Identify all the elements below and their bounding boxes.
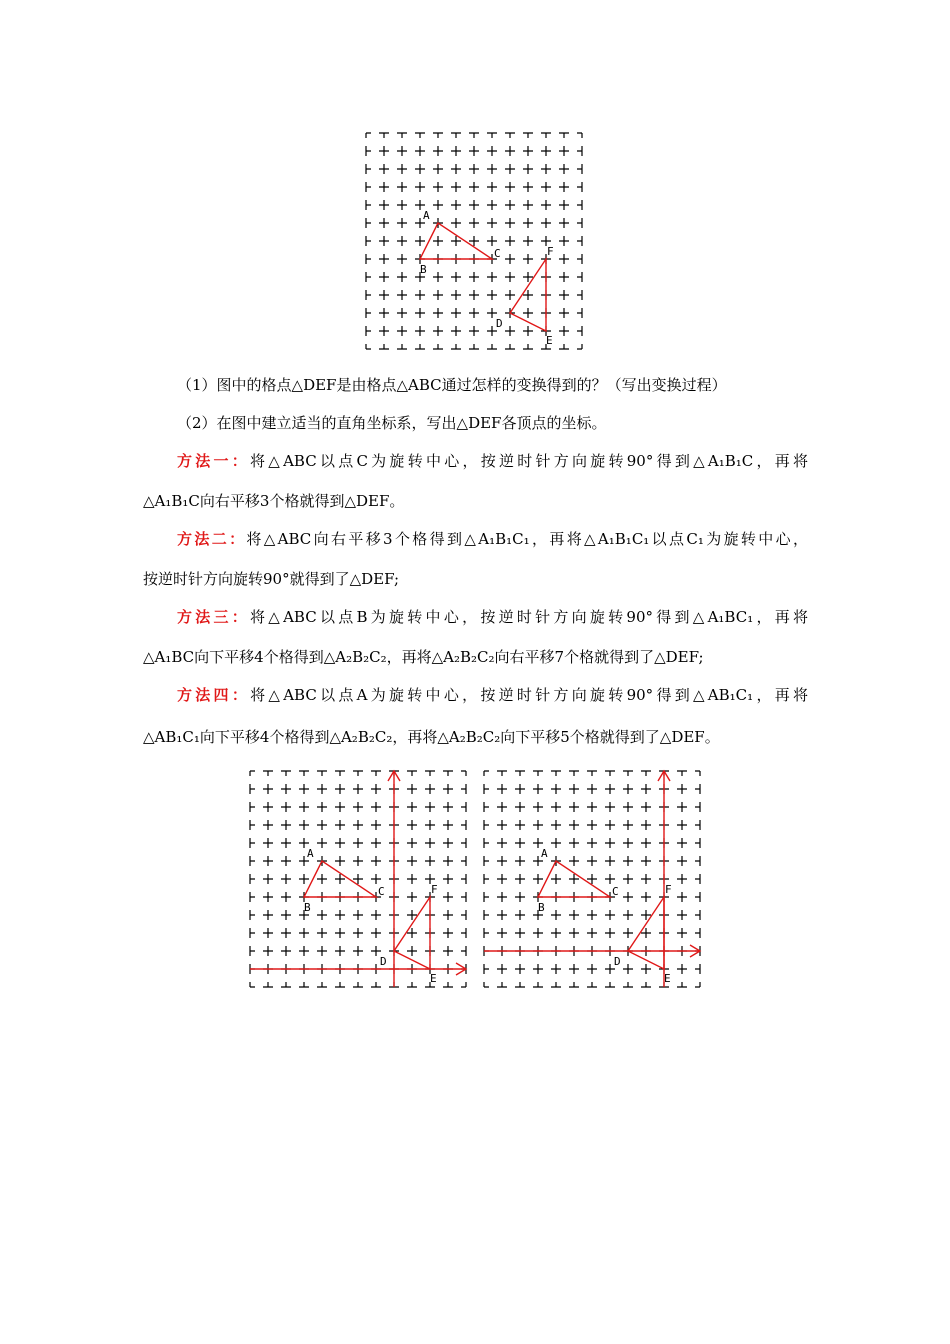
- figure-left: [244, 766, 472, 992]
- question-2: （2）在图中建立适当的直角坐标系，写出△DEF各顶点的坐标。: [177, 414, 607, 432]
- grid: [366, 133, 582, 349]
- figure-top: [358, 128, 590, 354]
- method-2-label: 方法二：: [177, 530, 247, 548]
- method-1-line-2: △A₁B₁C向右平移3个格就得到△DEF。: [143, 492, 405, 510]
- method-2-line-2: 按逆时针方向旋转90°就得到了△DEF;: [143, 570, 400, 588]
- grid-crosses: [250, 771, 466, 987]
- method-2-line-1: [177, 528, 808, 549]
- label-b: B: [538, 901, 545, 914]
- label-a: A: [541, 847, 548, 860]
- label-b: B: [304, 901, 311, 914]
- label-e: E: [664, 972, 671, 985]
- label-f: F: [431, 883, 438, 896]
- method-4-text: 将△ABC以点A为旋转中心，按逆时针方向旋转90°得到△AB₁C₁，再将: [250, 686, 808, 704]
- grid-crosses: [366, 133, 582, 349]
- method-2-text: 将△ABC向右平移3个格得到△A₁B₁C₁，再将△A₁B₁C₁以点C₁为旋转中心，: [246, 530, 808, 548]
- method-4-label: 方法四：: [177, 686, 251, 704]
- method-3-line-1: [177, 606, 808, 627]
- label-a: A: [307, 847, 314, 860]
- label-a: A: [423, 209, 430, 222]
- grid: [484, 771, 700, 987]
- label-c: C: [494, 247, 501, 260]
- label-c: C: [378, 885, 385, 898]
- grid-crosses: [484, 771, 700, 987]
- method-1-line-1: [177, 450, 808, 471]
- label-b: B: [420, 263, 427, 276]
- method-1-text: 将△ABC以点C为旋转中心，按逆时针方向旋转90°得到△A₁B₁C，再将: [250, 452, 808, 470]
- method-4-line-2: △AB₁C₁向下平移4个格得到△A₂B₂C₂，再将△A₂B₂C₂向下平移5个格就得到了△DEF。: [143, 728, 720, 746]
- question-1: （1）图中的格点△DEF是由格点△ABC通过怎样的变换得到的？（写出变换过程）: [177, 376, 727, 394]
- label-e: E: [546, 334, 553, 347]
- method-1-label: 方法一：: [177, 452, 251, 470]
- label-c: C: [612, 885, 619, 898]
- label-f: F: [665, 883, 672, 896]
- label-d: D: [380, 955, 387, 968]
- label-d: D: [496, 317, 503, 330]
- figure-right: [478, 766, 706, 992]
- label-d: D: [614, 955, 621, 968]
- method-3-text: 将△ABC以点B为旋转中心，按逆时针方向旋转90°得到△A₁BC₁，再将: [250, 608, 808, 626]
- method-3-label: 方法三：: [177, 608, 251, 626]
- method-4-line-1: [177, 684, 808, 705]
- method-3-line-2: △A₁BC向下平移4个格得到△A₂B₂C₂，再将△A₂B₂C₂向右平移7个格就得到了△DEF;: [143, 648, 704, 666]
- label-f: F: [547, 245, 554, 258]
- label-e: E: [430, 972, 437, 985]
- grid: [250, 771, 466, 987]
